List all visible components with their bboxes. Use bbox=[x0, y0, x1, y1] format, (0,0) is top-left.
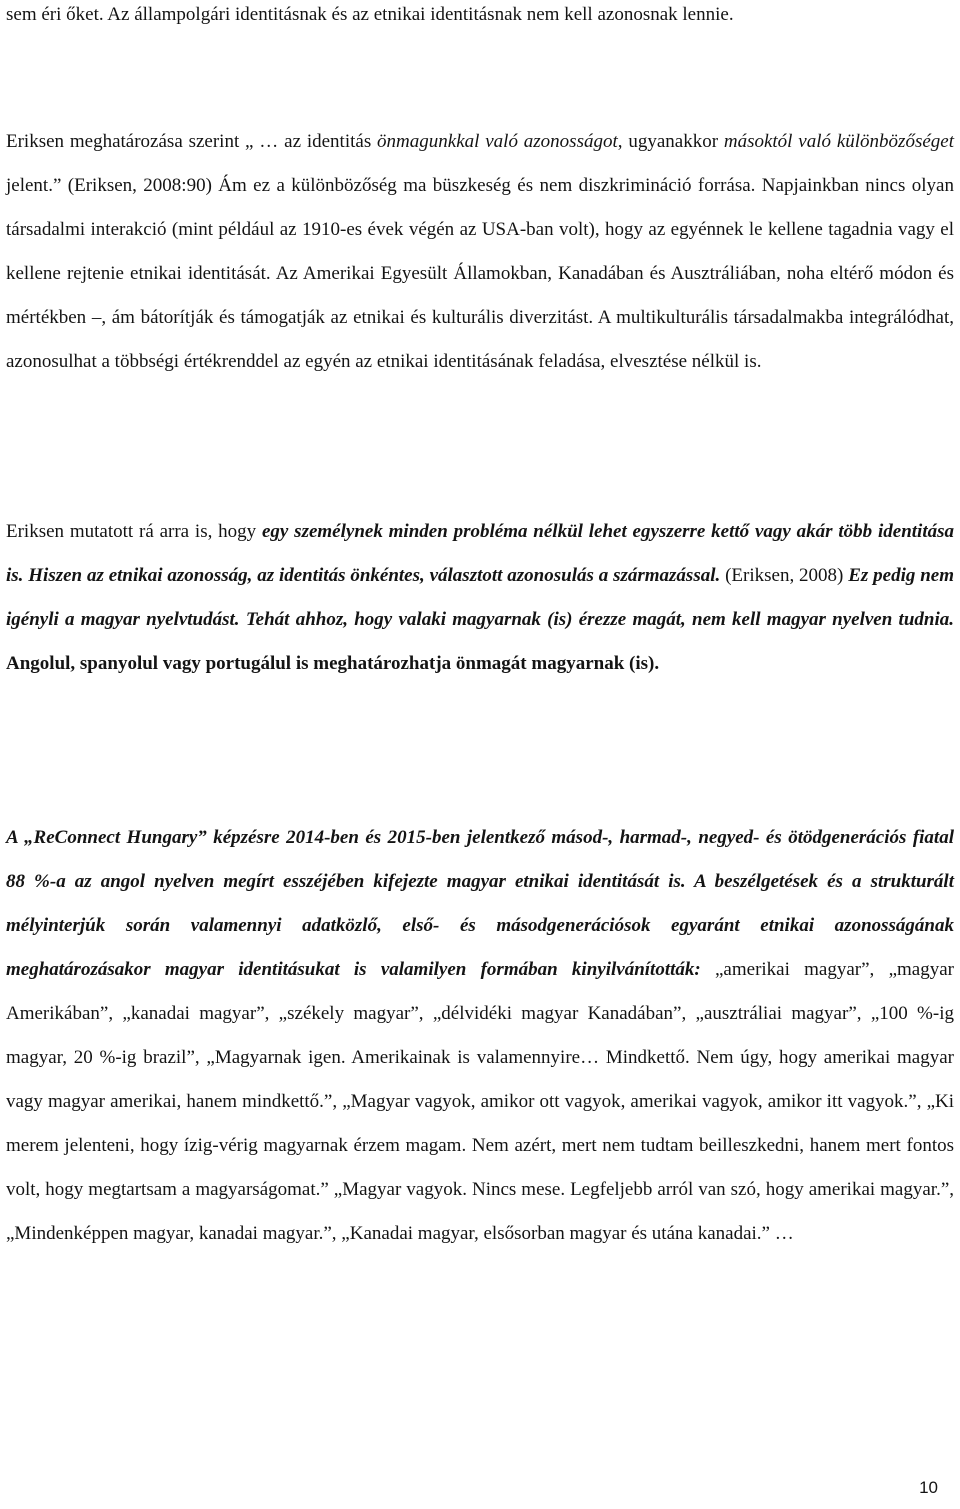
text-run: „amerikai magyar”, „magyar Amerikában”, „kanadai magyar”, „székely magyar”, „délvidéki magyar Kanadában”, „ausztráliai magyar”, „100 %-ig magyar, 20 %-ig brazil”, „Magyarnak igen. Amerikainak is valamennyire… Mindkettő. Nem úgy, hogy amerikai magyar vagy magyar amerikai, hanem mindkettő.”, „Magyar vagyok, amikor ott vagyok, amerikai vagyok, amikor itt vagyok.”, „Ki merem jelenteni, hogy ízig-vérig magyarnak érzem magam. Nem azért, mert nem tudtam beilleszkedni, hanem mert fontos volt, hogy megtartsam a magyarságomat.” „Magyar vagyok. Nincs mese. Legfeljebb arról van szó, hogy amerikai magyar.”, „Mindenképpen magyar, kanadai magyar.”, „Kanadai magyar, elsősorban magyar és utána kanadai.” … bbox=[6, 959, 954, 1244]
paragraph-1 bbox=[6, 0, 954, 37]
text-run: Eriksen meghatározása szerint „ … az identitás bbox=[6, 131, 378, 152]
bold-run: Angolul, spanyolul vagy portugálul is meghatározhatja önmagát magyarnak (is). bbox=[6, 653, 660, 674]
text-run: , ugyanakkor bbox=[617, 131, 724, 152]
italic-run: másoktól való különbözőséget bbox=[723, 131, 954, 152]
text-run: Eriksen mutatott rá arra is, hogy bbox=[6, 521, 262, 542]
paragraph-4 bbox=[6, 816, 954, 1256]
bold-italic-run: Tehát ahhoz, hogy valaki magyarnak (is) érezze magát, nem kell magyar nyelven tudnia. bbox=[245, 609, 954, 630]
paragraph-3 bbox=[6, 510, 954, 686]
page-number: 10 bbox=[919, 1478, 938, 1497]
text-run: jelent.” (Eriksen, 2008:90) Ám ez a különbözőség ma büszkeség és nem diszkrimináció forrása. Napjainkban nincs olyan társadalmi interakció (mint például az 1910-es évek végén az USA-ban volt), hogy az egyénnek le kellene tagadnia vagy el kellene rejtenie etnikai identitását. Az Amerikai Egyesült Államokban, Kanadában és Ausztráliában, noha eltérő módon és mértékben –, ám bátorítják és támogatják az etnikai és kulturális diverzitást. A multikulturális társadalmakba integrálódhat, azonosulhat a többségi értékrenddel az egyén az etnikai identitásának feladása, elvesztése nélkül is. bbox=[6, 175, 954, 372]
paragraph-2 bbox=[6, 120, 954, 384]
bold-italic-run: Ez pedig nem igényli a magyar nyelvtudást. bbox=[6, 565, 954, 630]
bold-italic-run: A „ReConnect Hungary” képzésre 2014-ben és 2015-ben jelentkező másod-, harmad-, negyed- és ötödgenerációs fiatal 88 %-a az angol nyelven megírt esszéjében kifejezte magyar etnikai identitását is. A beszélgetések és a strukturált mélyinterjúk során valamennyi adatközlő, első- és másodgenerációsok egyaránt etnikai azonosságának meghatározásakor magyar identitásukat is valamilyen formában kinyilvánították: bbox=[6, 827, 954, 980]
text-run: sem éri őket. Az állampolgári identitásnak és az etnikai identitásnak nem kell azonosnak lennie. bbox=[6, 4, 734, 25]
text-run: (Eriksen, 2008) bbox=[720, 565, 849, 586]
italic-run: önmagunkkal való azonosságot bbox=[377, 131, 618, 152]
bold-italic-run: egy személynek minden probléma nélkül lehet egyszerre kettő vagy akár több identitása is. Hiszen az etnikai azonosság, az identitás önkéntes, választott azonosulás a származással. bbox=[6, 521, 955, 586]
